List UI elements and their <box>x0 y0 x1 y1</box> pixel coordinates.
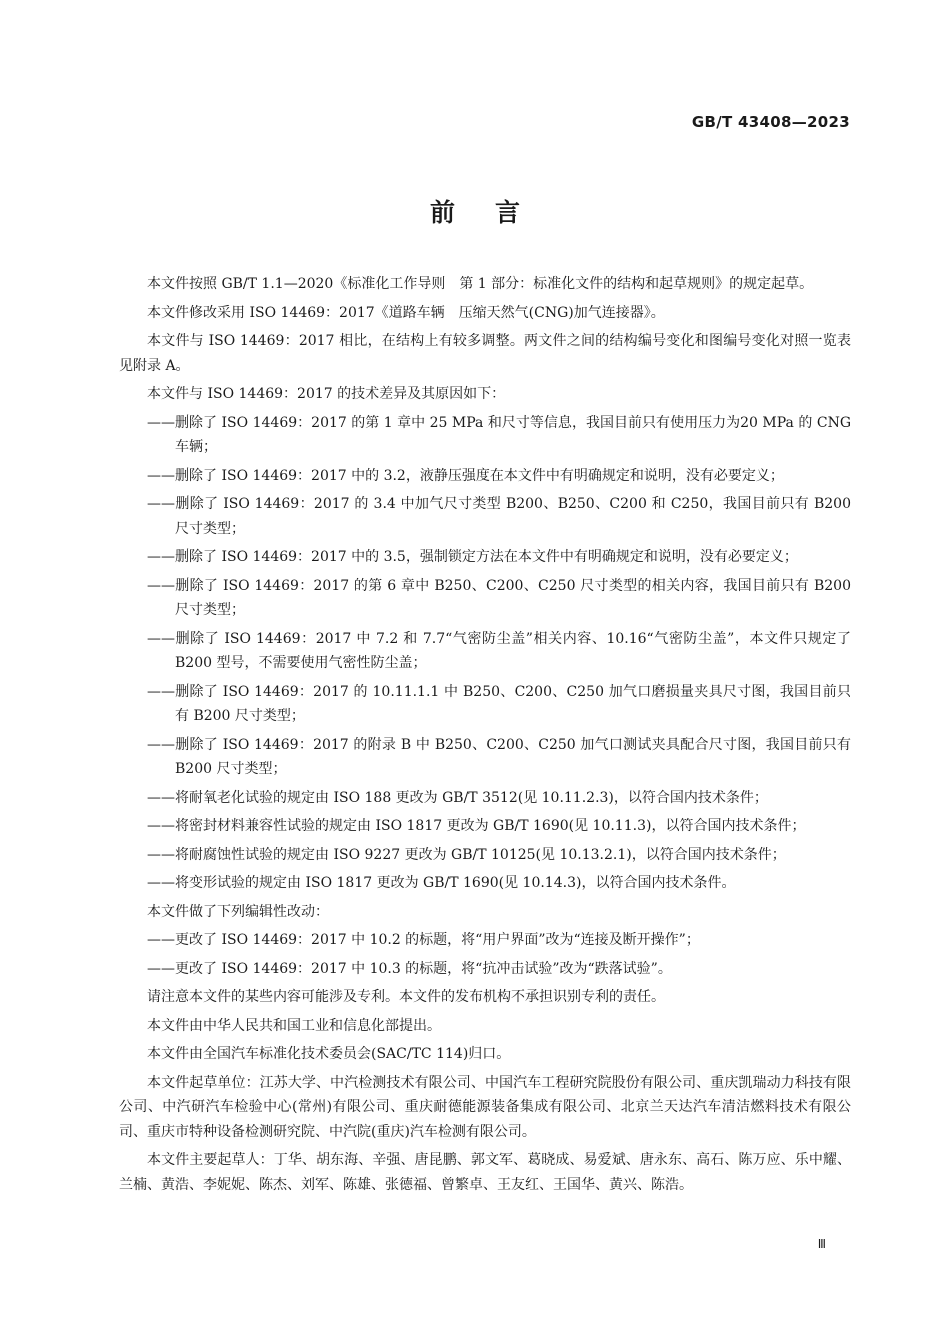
page-number: Ⅲ <box>817 1237 826 1251</box>
tech-diff-item: ——删除了 ISO 14469：2017 的附录 B 中 B250、C200、C250 加气口测试夹具配合尺寸图，我国目前只有 B200 尺寸类型； <box>147 736 851 777</box>
paragraph-proposer: 本文件由中华人民共和国工业和信息化部提出。 <box>147 1017 441 1034</box>
page-title: 前言 <box>429 198 560 227</box>
tech-diff-item: ——删除了 ISO 14469：2017 的 3.4 中加气尺寸类型 B200、B250、C200 和 C250，我国目前只有 B200 尺寸类型； <box>147 496 851 537</box>
tech-diff-item: ——删除了 ISO 14469：2017 的 10.11.1.1 中 B250、C200、C250 加气口磨损量夹具尺寸图，我国目前只有 B200 尺寸类型； <box>147 683 851 724</box>
editorial-change-item: ——更改了 ISO 14469：2017 中 10.3 的标题，将“抗冲击试验”改为“跌落试验”。 <box>147 960 672 977</box>
tech-diff-item: ——将密封材料兼容性试验的规定由 ISO 1817 更改为 GB/T 1690(见 10.11.3)，以符合国内技术条件； <box>147 818 806 834</box>
paragraph-structure: 本文件与 ISO 14469：2017 相比，在结构上有较多调整。两文件之间的结构编号变化和图编号变化对照一览表见附录 A。 <box>119 333 851 374</box>
paragraph-editorial-intro: 本文件做了下列编辑性改动： <box>147 903 329 920</box>
standard-number: GB/T 43408—2023 <box>691 113 850 131</box>
paragraph-tech-diff-intro: 本文件与 ISO 14469：2017 的技术差异及其原因如下： <box>147 386 506 402</box>
editorial-change-item: ——更改了 ISO 14469：2017 中 10.2 的标题，将“用户界面”改为“连接及断开操作”； <box>147 932 700 948</box>
paragraph-drafters: 本文件主要起草人：丁华、胡东海、辛强、唐昆鹏、郭文军、葛晓成、易爱斌、唐永东、高石、陈万应、乐中耀、兰楠、黄浩、李妮妮、陈杰、刘军、陈雄、张德福、曾繁卓、王友红、王国华、黄兴、陈浩。 <box>119 1152 851 1193</box>
tech-diff-item: ——将变形试验的规定由 ISO 1817 更改为 GB/T 1690(见 10.14.3)，以符合国内技术条件。 <box>147 875 736 891</box>
document-body <box>119 272 851 1201</box>
tech-diff-item: ——删除了 ISO 14469：2017 中 7.2 和 7.7“气密防尘盖”相关内容、10.16“气密防尘盖”，本文件只规定了 B200 型号，不需要使用气密性防尘盖； <box>147 630 851 671</box>
tech-diff-item: ——删除了 ISO 14469：2017 中的 3.5，强制锁定方法在本文件中有明确规定和说明，没有必要定义； <box>147 549 798 565</box>
tech-diff-item: ——将耐腐蚀性试验的规定由 ISO 9227 更改为 GB/T 10125(见 10.13.2.1)，以符合国内技术条件； <box>147 846 786 863</box>
paragraph-patent-notice: 请注意本文件的某些内容可能涉及专利。本文件的发布机构不承担识别专利的责任。 <box>147 989 665 1005</box>
paragraph-drafting-rules: 本文件按照 GB/T 1.1—2020《标准化工作导则 第 1 部分：标准化文件的结构和起草规则》的规定起草。 <box>147 276 814 292</box>
tech-diff-item: ——删除了 ISO 14469：2017 的第 6 章中 B250、C200、C250 尺寸类型的相关内容，我国目前只有 B200 尺寸类型； <box>147 577 851 618</box>
tech-diff-item: ——将耐氧老化试验的规定由 ISO 188 更改为 GB/T 3512(见 10.11.2.3)，以符合国内技术条件； <box>147 789 768 806</box>
paragraph-drafting-units: 本文件起草单位：江苏大学、中汽检测技术有限公司、中国汽车工程研究院股份有限公司、重庆凯瑞动力科技有限公司、中汽研汽车检验中心(常州)有限公司、重庆耐德能源装备集成有限公司、北京兰天达汽车清洁燃料技术有限公司、重庆市特种设备检测研究院、中汽院(重庆)汽车检测有限公司。 <box>119 1074 851 1140</box>
tech-diff-item: ——删除了 ISO 14469：2017 的第 1 章中 25 MPa 和尺寸等信息，我国目前只有使用压力为20 MPa 的 CNG 车辆； <box>147 414 851 455</box>
paragraph-adoption: 本文件修改采用 ISO 14469：2017《道路车辆 压缩天然气(CNG)加气连接器》。 <box>147 304 665 321</box>
paragraph-committee: 本文件由全国汽车标准化技术委员会(SAC/TC 114)归口。 <box>147 1046 511 1062</box>
tech-diff-item: ——删除了 ISO 14469：2017 中的 3.2，液静压强度在本文件中有明确规定和说明，没有必要定义； <box>147 467 784 484</box>
